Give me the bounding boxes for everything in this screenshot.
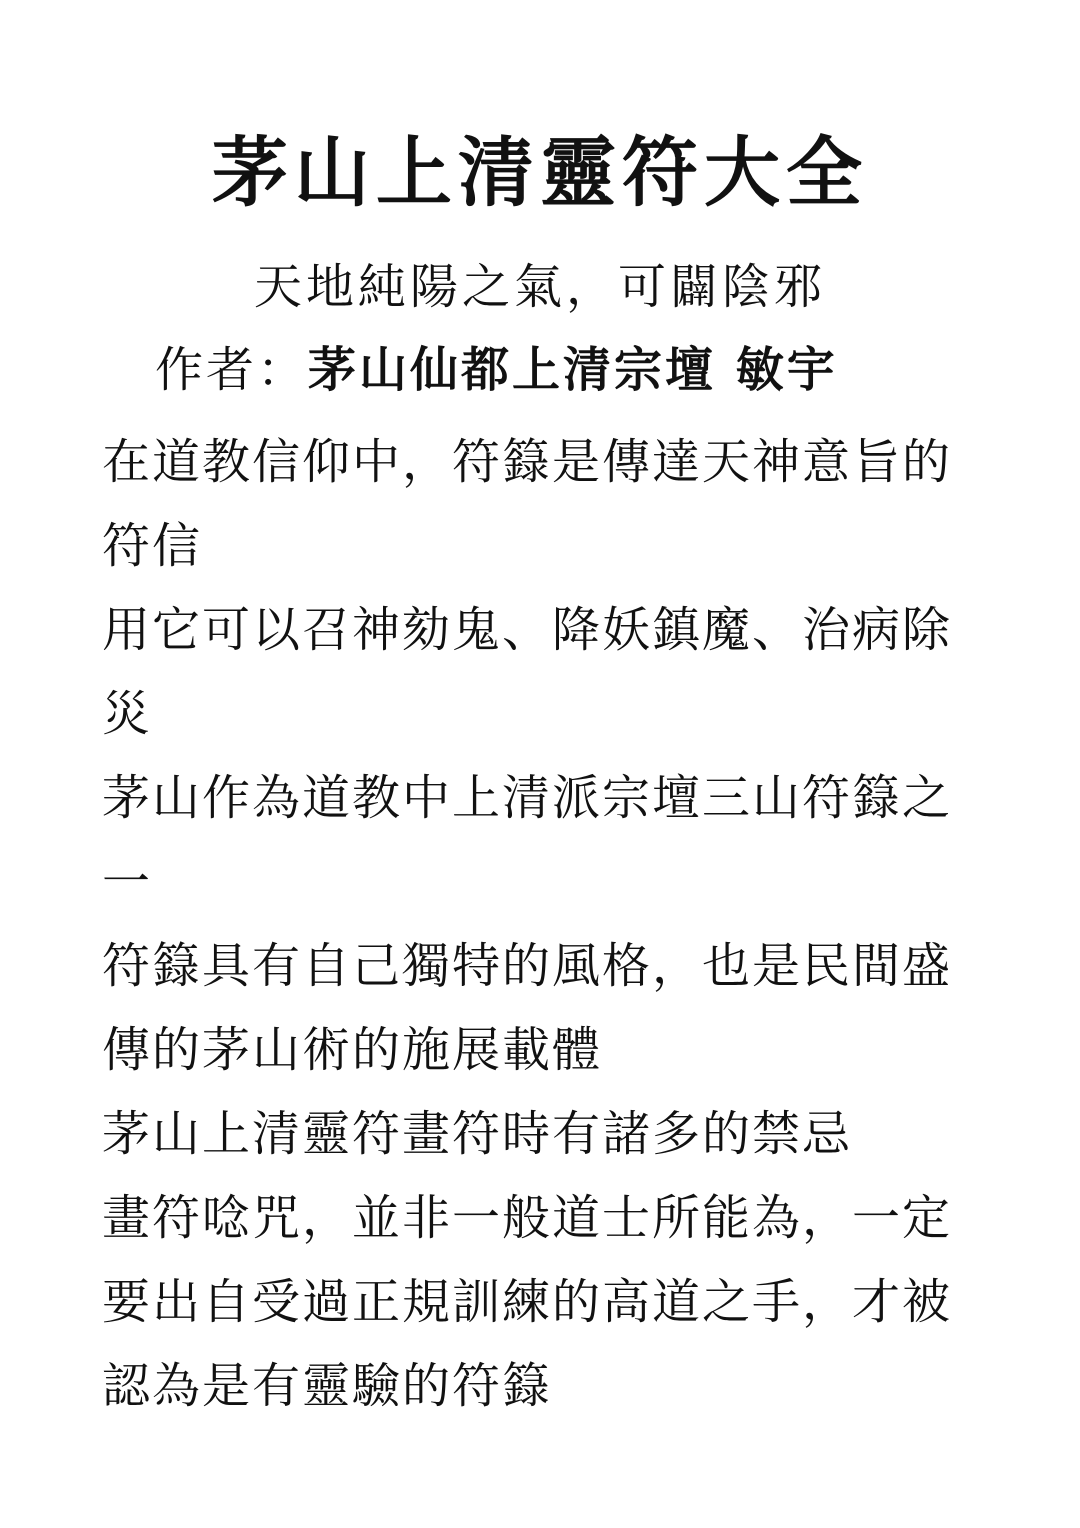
paragraph: 在道教信仰中，符籙是傳達天神意旨的符信 <box>102 434 953 574</box>
paragraph: 符籙具有自己獨特的風格，也是民間盛傳的茅山術的施展載體 <box>102 938 953 1078</box>
author-name: 茅山仙都上清宗壇 敏宇 <box>308 342 838 398</box>
author-line <box>155 338 838 402</box>
body-text <box>102 420 982 1428</box>
document-subtitle: 天地純陽之氣，可闢陰邪 <box>253 259 826 315</box>
paragraph: 茅山作為道教中上清派宗壇三山符籙之一 <box>102 770 953 910</box>
document-title: 茅山上清靈符大全 <box>212 128 868 217</box>
paragraph: 畫符唸咒，並非一般道士所能為，一定要出自受過正規訓練的高道之手，才被認為是有靈驗的符籙 <box>102 1190 953 1414</box>
paragraph: 用它可以召神劾鬼、降妖鎮魔、治病除災 <box>102 602 953 742</box>
author-label: 作者： <box>155 342 309 398</box>
paragraph: 茅山上清靈符畫符時有諸多的禁忌 <box>102 1106 853 1162</box>
